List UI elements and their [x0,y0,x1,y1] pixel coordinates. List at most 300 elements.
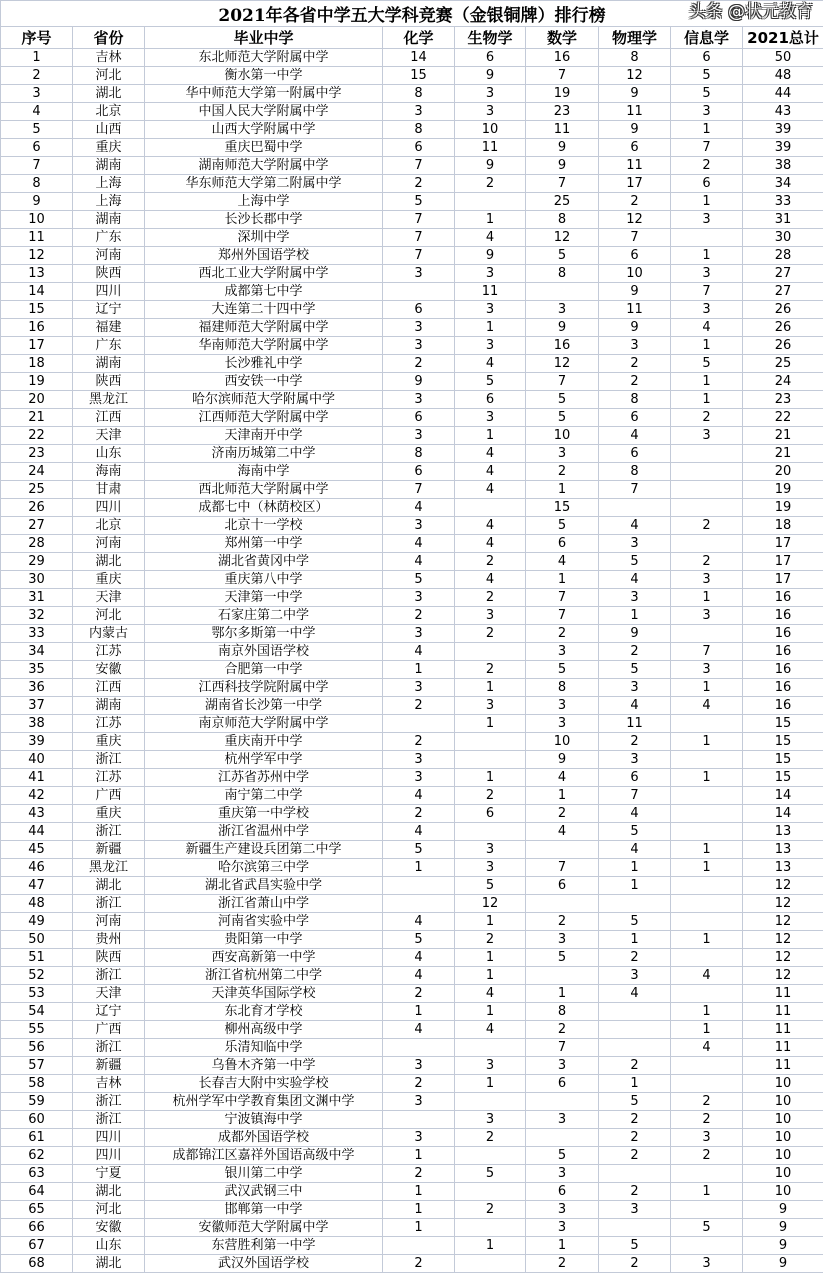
cell-chemistry: 3 [383,391,455,409]
cell-chemistry: 7 [383,229,455,247]
cell-math: 7 [526,859,599,877]
cell-rank: 8 [1,175,73,193]
cell-school: 大连第二十四中学 [145,301,383,319]
cell-rank: 20 [1,391,73,409]
cell-math: 3 [526,931,599,949]
cell-school: 上海中学 [145,193,383,211]
cell-math: 2 [526,1021,599,1039]
cell-school: 南京师范大学附属中学 [145,715,383,733]
cell-province: 内蒙古 [73,625,145,643]
cell-math: 4 [526,769,599,787]
cell-province: 黑龙江 [73,391,145,409]
cell-total: 16 [743,589,823,607]
cell-school: 东北师范大学附属中学 [145,49,383,67]
cell-biology: 4 [455,535,526,553]
cell-total: 23 [743,391,823,409]
cell-province: 广西 [73,787,145,805]
cell-school: 湖北省黄冈中学 [145,553,383,571]
cell-chemistry: 4 [383,553,455,571]
table-row [1,265,823,283]
table-row [1,841,823,859]
cell-rank: 35 [1,661,73,679]
cell-physics [599,1039,671,1057]
cell-informatics [671,1165,743,1183]
cell-informatics: 5 [671,67,743,85]
cell-biology: 5 [455,877,526,895]
cell-physics: 2 [599,1183,671,1201]
table-row [1,121,823,139]
cell-math: 3 [526,1057,599,1075]
cell-school: 湖北省武昌实验中学 [145,877,383,895]
cell-physics: 8 [599,463,671,481]
cell-biology: 2 [455,589,526,607]
table-row [1,895,823,913]
cell-province: 江西 [73,409,145,427]
cell-province: 新疆 [73,1057,145,1075]
cell-math: 25 [526,193,599,211]
table-row [1,679,823,697]
table-row [1,427,823,445]
cell-province: 重庆 [73,805,145,823]
cell-informatics: 4 [671,967,743,985]
cell-chemistry: 3 [383,1129,455,1147]
cell-rank: 33 [1,625,73,643]
cell-school: 西安高新第一中学 [145,949,383,967]
table-row [1,1147,823,1165]
cell-biology: 1 [455,1075,526,1093]
cell-chemistry: 7 [383,247,455,265]
cell-total: 44 [743,85,823,103]
cell-math: 5 [526,1147,599,1165]
cell-total: 12 [743,949,823,967]
cell-total: 11 [743,1039,823,1057]
cell-province: 江苏 [73,715,145,733]
cell-province: 湖南 [73,697,145,715]
cell-province: 北京 [73,517,145,535]
cell-math: 7 [526,589,599,607]
cell-chemistry: 3 [383,103,455,121]
cell-rank: 6 [1,139,73,157]
cell-chemistry: 4 [383,787,455,805]
cell-physics: 12 [599,211,671,229]
cell-rank: 56 [1,1039,73,1057]
cell-informatics: 4 [671,319,743,337]
cell-biology [455,1219,526,1237]
cell-school: 杭州学军中学教育集团文渊中学 [145,1093,383,1111]
cell-chemistry [383,1039,455,1057]
cell-rank: 24 [1,463,73,481]
table-row [1,1021,823,1039]
cell-biology [455,1255,526,1273]
cell-informatics [671,1075,743,1093]
cell-math: 8 [526,211,599,229]
cell-province: 浙江 [73,895,145,913]
cell-chemistry: 8 [383,121,455,139]
cell-total: 16 [743,679,823,697]
cell-total: 16 [743,697,823,715]
cell-physics: 3 [599,967,671,985]
cell-school: 乐清知临中学 [145,1039,383,1057]
cell-biology: 1 [455,967,526,985]
cell-physics: 4 [599,841,671,859]
cell-rank: 52 [1,967,73,985]
cell-rank: 18 [1,355,73,373]
cell-chemistry: 1 [383,1147,455,1165]
cell-total: 21 [743,427,823,445]
cell-province: 新疆 [73,841,145,859]
table-row [1,859,823,877]
cell-rank: 55 [1,1021,73,1039]
cell-physics: 7 [599,229,671,247]
cell-math: 9 [526,751,599,769]
cell-rank: 27 [1,517,73,535]
cell-informatics: 3 [671,265,743,283]
cell-physics: 7 [599,481,671,499]
cell-school: 长沙长郡中学 [145,211,383,229]
cell-chemistry: 3 [383,319,455,337]
cell-total: 15 [743,751,823,769]
cell-total: 12 [743,967,823,985]
cell-chemistry: 14 [383,49,455,67]
cell-physics: 4 [599,427,671,445]
cell-province: 安徽 [73,1219,145,1237]
cell-math: 7 [526,373,599,391]
cell-physics: 11 [599,157,671,175]
cell-province: 辽宁 [73,1003,145,1021]
cell-school: 华东师范大学第二附属中学 [145,175,383,193]
cell-total: 10 [743,1129,823,1147]
cell-chemistry [383,715,455,733]
cell-total: 25 [743,355,823,373]
cell-rank: 58 [1,1075,73,1093]
cell-informatics: 3 [671,427,743,445]
cell-total: 10 [743,1075,823,1093]
cell-physics: 6 [599,247,671,265]
cell-math: 23 [526,103,599,121]
cell-province: 黑龙江 [73,859,145,877]
cell-physics: 6 [599,409,671,427]
table-row [1,823,823,841]
cell-province: 天津 [73,589,145,607]
cell-physics: 2 [599,1057,671,1075]
table-row [1,1201,823,1219]
cell-informatics [671,805,743,823]
table-row [1,787,823,805]
cell-total: 14 [743,805,823,823]
cell-biology: 3 [455,103,526,121]
cell-rank: 40 [1,751,73,769]
cell-chemistry: 15 [383,67,455,85]
cell-total: 26 [743,319,823,337]
cell-school: 成都七中（林荫校区） [145,499,383,517]
cell-math: 12 [526,355,599,373]
cell-total: 39 [743,121,823,139]
cell-school: 西安铁一中学 [145,373,383,391]
cell-province: 上海 [73,193,145,211]
cell-school: 西北师范大学附属中学 [145,481,383,499]
cell-rank: 9 [1,193,73,211]
cell-province: 广东 [73,229,145,247]
cell-physics: 2 [599,733,671,751]
cell-province: 湖南 [73,211,145,229]
cell-rank: 67 [1,1237,73,1255]
cell-total: 12 [743,913,823,931]
cell-informatics [671,949,743,967]
cell-physics: 5 [599,823,671,841]
cell-school: 石家庄第二中学 [145,607,383,625]
cell-informatics: 3 [671,607,743,625]
cell-math: 3 [526,1165,599,1183]
cell-informatics [671,1057,743,1075]
table-row [1,1093,823,1111]
table-row [1,715,823,733]
cell-biology: 6 [455,49,526,67]
cell-rank: 54 [1,1003,73,1021]
table-row [1,661,823,679]
cell-chemistry: 3 [383,625,455,643]
cell-chemistry: 6 [383,301,455,319]
table-row [1,697,823,715]
cell-biology: 6 [455,805,526,823]
cell-school: 鄂尔多斯第一中学 [145,625,383,643]
cell-total: 27 [743,283,823,301]
cell-biology: 2 [455,1201,526,1219]
cell-rank: 46 [1,859,73,877]
cell-biology: 3 [455,697,526,715]
cell-chemistry: 2 [383,1165,455,1183]
cell-chemistry: 6 [383,139,455,157]
cell-rank: 53 [1,985,73,1003]
cell-province: 陕西 [73,373,145,391]
cell-chemistry: 4 [383,1021,455,1039]
cell-chemistry: 2 [383,805,455,823]
cell-biology [455,643,526,661]
cell-province: 吉林 [73,1075,145,1093]
cell-biology: 3 [455,265,526,283]
table-row [1,463,823,481]
table-row [1,1111,823,1129]
cell-total: 27 [743,265,823,283]
cell-math [526,841,599,859]
cell-province: 山西 [73,121,145,139]
cell-province: 重庆 [73,571,145,589]
cell-total: 11 [743,1021,823,1039]
table-row [1,931,823,949]
cell-physics: 4 [599,697,671,715]
cell-physics: 1 [599,931,671,949]
cell-rank: 66 [1,1219,73,1237]
cell-rank: 19 [1,373,73,391]
cell-rank: 15 [1,301,73,319]
cell-biology: 2 [455,661,526,679]
cell-chemistry: 4 [383,949,455,967]
cell-math: 10 [526,427,599,445]
cell-biology: 9 [455,247,526,265]
cell-physics [599,499,671,517]
cell-province: 河南 [73,247,145,265]
cell-school: 银川第二中学 [145,1165,383,1183]
cell-school: 东营胜利第一中学 [145,1237,383,1255]
cell-total: 15 [743,769,823,787]
cell-physics: 7 [599,787,671,805]
cell-physics: 3 [599,1201,671,1219]
cell-rank: 36 [1,679,73,697]
cell-school: 武汉武钢三中 [145,1183,383,1201]
cell-informatics: 2 [671,1111,743,1129]
cell-physics: 9 [599,319,671,337]
cell-biology: 2 [455,1129,526,1147]
cell-informatics [671,985,743,1003]
cell-informatics: 1 [671,679,743,697]
cell-physics: 6 [599,769,671,787]
cell-biology: 4 [455,985,526,1003]
cell-physics: 1 [599,1075,671,1093]
cell-total: 9 [743,1237,823,1255]
cell-biology: 12 [455,895,526,913]
cell-total: 16 [743,661,823,679]
table-row [1,157,823,175]
cell-informatics: 1 [671,373,743,391]
cell-province: 重庆 [73,733,145,751]
cell-physics: 4 [599,517,671,535]
cell-biology [455,823,526,841]
cell-math: 5 [526,949,599,967]
header-informatics: 信息学 [671,27,743,49]
cell-informatics [671,229,743,247]
cell-math: 3 [526,301,599,319]
cell-physics: 2 [599,643,671,661]
cell-physics: 4 [599,985,671,1003]
cell-province: 湖南 [73,355,145,373]
cell-math [526,967,599,985]
cell-biology: 3 [455,301,526,319]
cell-school: 湖南师范大学附属中学 [145,157,383,175]
cell-rank: 62 [1,1147,73,1165]
table-row [1,535,823,553]
cell-informatics [671,463,743,481]
cell-province: 浙江 [73,823,145,841]
cell-school: 衡水第一中学 [145,67,383,85]
table-row [1,373,823,391]
cell-rank: 43 [1,805,73,823]
cell-math: 5 [526,661,599,679]
cell-rank: 12 [1,247,73,265]
cell-rank: 50 [1,931,73,949]
cell-informatics: 7 [671,283,743,301]
cell-chemistry: 4 [383,499,455,517]
cell-chemistry: 5 [383,193,455,211]
cell-school: 柳州高级中学 [145,1021,383,1039]
cell-total: 9 [743,1201,823,1219]
cell-chemistry: 2 [383,1255,455,1273]
table-title: 2021年各省中学五大学科竞赛（金银铜牌）排行榜 [1,1,823,27]
cell-biology [455,733,526,751]
cell-biology [455,1093,526,1111]
cell-province: 河南 [73,535,145,553]
cell-province: 浙江 [73,1039,145,1057]
cell-informatics: 1 [671,1003,743,1021]
table-row [1,1183,823,1201]
cell-province: 湖北 [73,1183,145,1201]
cell-school: 南京外国语学校 [145,643,383,661]
cell-math: 7 [526,607,599,625]
cell-school: 长沙雅礼中学 [145,355,383,373]
cell-rank: 48 [1,895,73,913]
cell-school: 中国人民大学附属中学 [145,103,383,121]
table-row [1,211,823,229]
cell-math: 9 [526,157,599,175]
table-row [1,193,823,211]
cell-informatics [671,1201,743,1219]
cell-school: 南宁第二中学 [145,787,383,805]
cell-total: 10 [743,1165,823,1183]
cell-chemistry [383,1111,455,1129]
cell-school: 天津英华国际学校 [145,985,383,1003]
cell-chemistry: 7 [383,481,455,499]
cell-informatics: 1 [671,121,743,139]
cell-physics: 2 [599,1111,671,1129]
cell-province: 安徽 [73,661,145,679]
cell-province: 四川 [73,283,145,301]
cell-province: 天津 [73,985,145,1003]
cell-school: 江西科技学院附属中学 [145,679,383,697]
cell-math: 12 [526,229,599,247]
cell-total: 16 [743,625,823,643]
cell-rank: 21 [1,409,73,427]
cell-school: 哈尔滨师范大学附属中学 [145,391,383,409]
cell-informatics: 1 [671,1183,743,1201]
cell-rank: 32 [1,607,73,625]
cell-total: 17 [743,571,823,589]
cell-physics: 2 [599,1129,671,1147]
cell-chemistry [383,877,455,895]
cell-total: 12 [743,895,823,913]
cell-biology: 5 [455,373,526,391]
cell-informatics: 1 [671,733,743,751]
cell-total: 21 [743,445,823,463]
cell-physics: 1 [599,859,671,877]
cell-province: 吉林 [73,49,145,67]
table-row [1,805,823,823]
cell-informatics: 5 [671,85,743,103]
cell-school: 华中师范大学第一附属中学 [145,85,383,103]
cell-school: 成都外国语学校 [145,1129,383,1147]
cell-total: 12 [743,931,823,949]
cell-school: 浙江省萧山中学 [145,895,383,913]
cell-physics: 2 [599,373,671,391]
cell-informatics: 3 [671,301,743,319]
cell-informatics: 1 [671,931,743,949]
cell-biology: 3 [455,1111,526,1129]
cell-rank: 44 [1,823,73,841]
cell-school: 贵阳第一中学 [145,931,383,949]
cell-biology: 3 [455,337,526,355]
cell-math: 6 [526,535,599,553]
cell-school: 哈尔滨第三中学 [145,859,383,877]
cell-physics: 11 [599,715,671,733]
cell-school: 重庆第一中学校 [145,805,383,823]
cell-rank: 25 [1,481,73,499]
cell-chemistry: 2 [383,733,455,751]
cell-chemistry: 5 [383,571,455,589]
cell-total: 17 [743,553,823,571]
cell-biology: 3 [455,841,526,859]
table-row [1,589,823,607]
cell-math: 15 [526,499,599,517]
table-row [1,1003,823,1021]
cell-informatics: 3 [671,571,743,589]
cell-physics: 11 [599,103,671,121]
